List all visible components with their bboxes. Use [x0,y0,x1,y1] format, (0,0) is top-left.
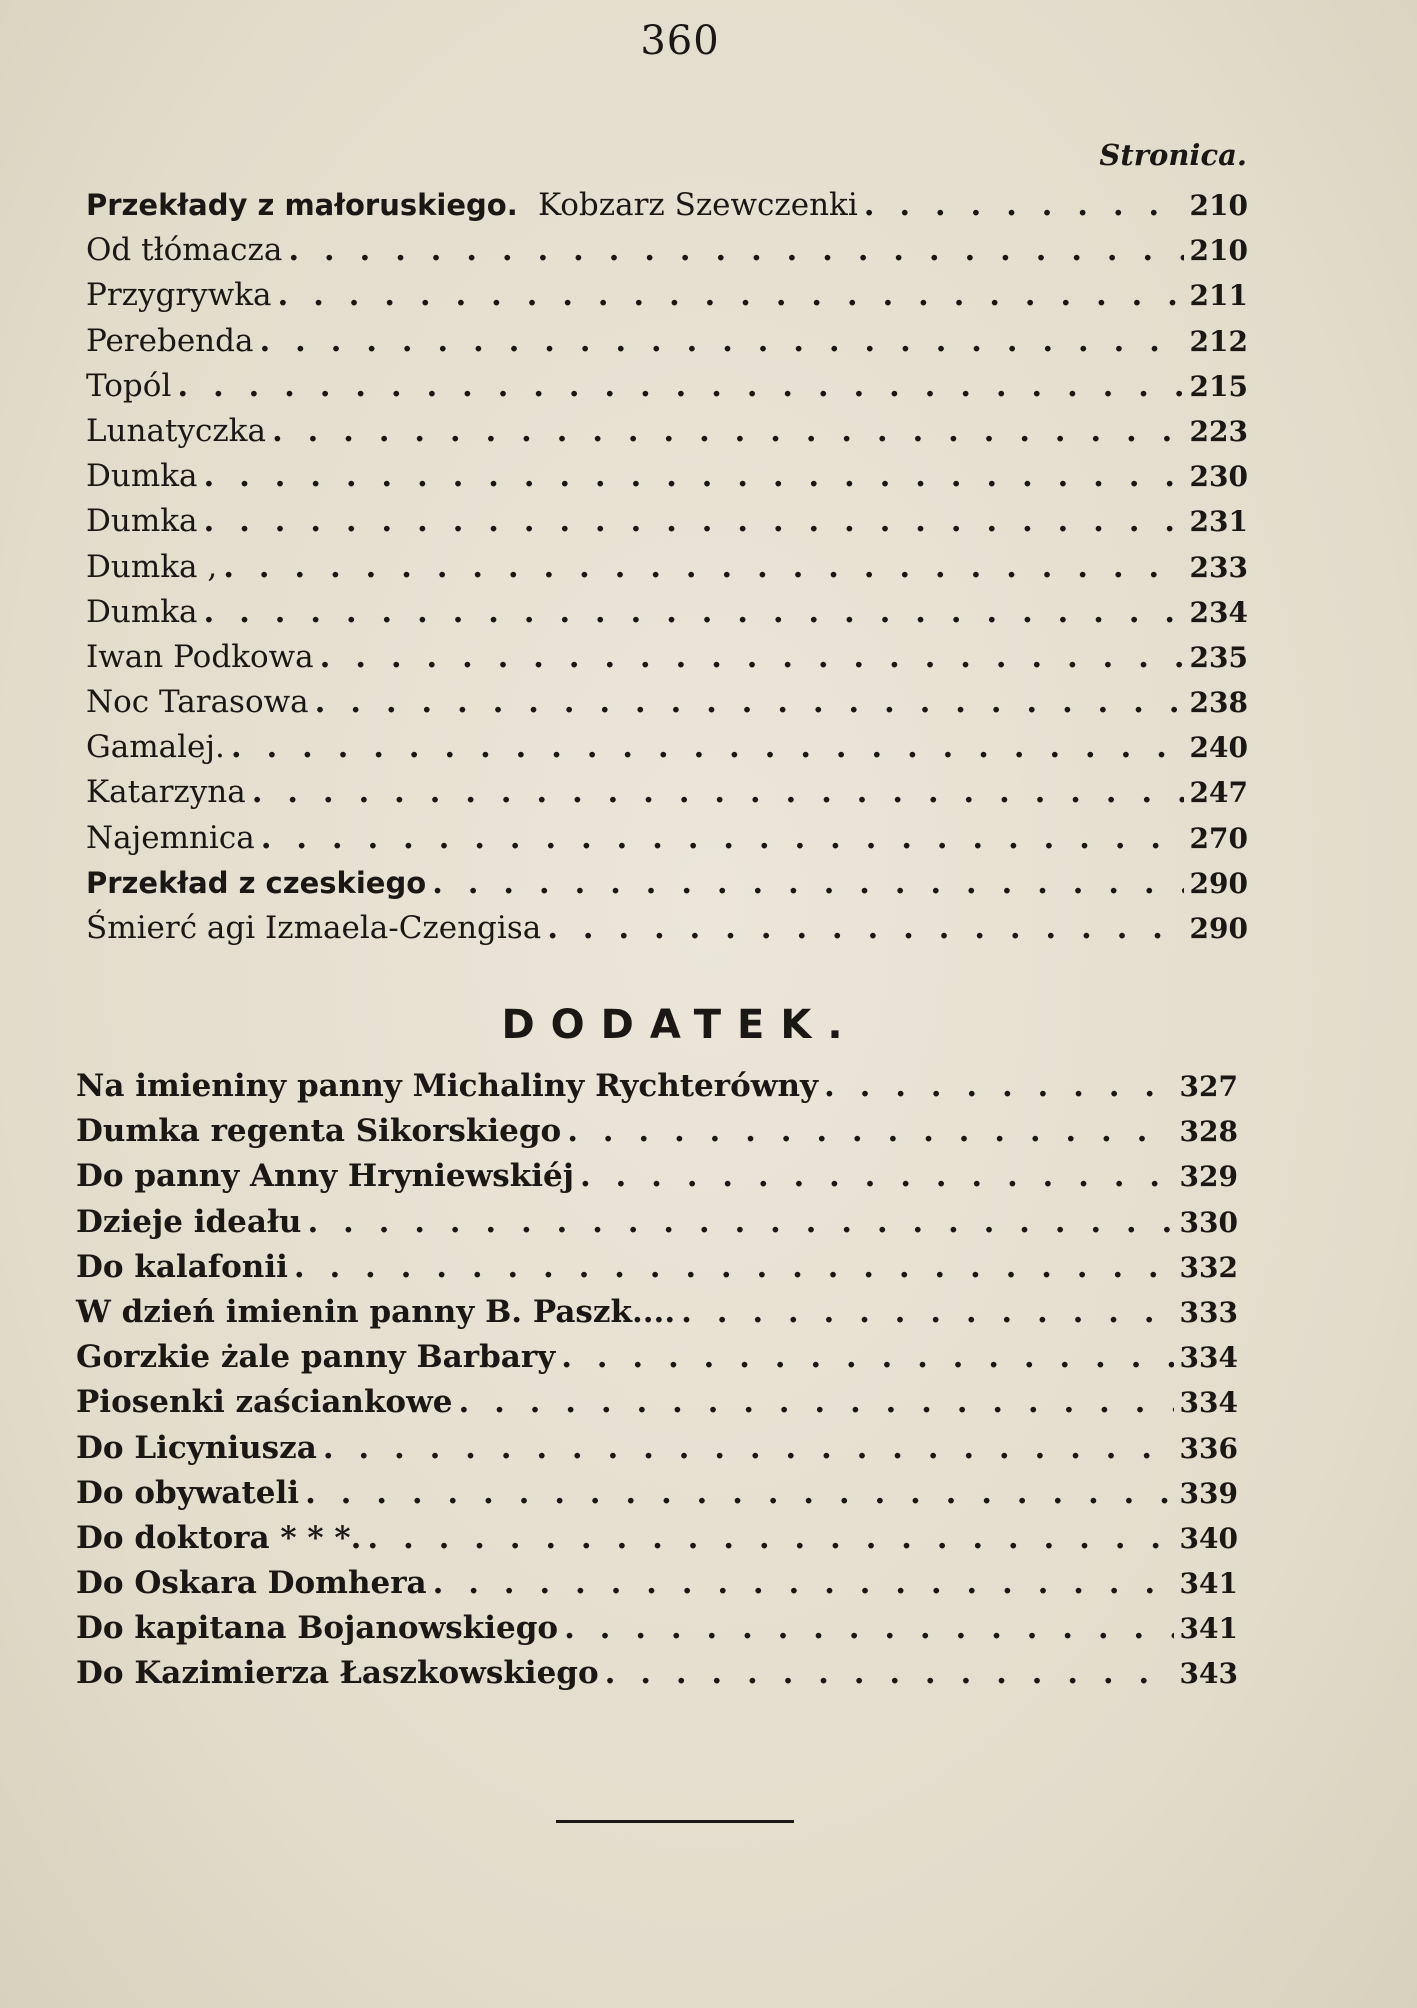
toc-entry-page: 339 [1179,1476,1238,1510]
dot-leader [305,1475,1173,1511]
dot-leader [864,187,1184,223]
toc-entry [86,458,1248,503]
dot-leader [681,1294,1173,1330]
dot-leader [567,1113,1173,1149]
toc-entry [86,277,1248,322]
toc-entry-page: 223 [1189,414,1248,448]
toc-entry-page: 290 [1189,866,1248,900]
toc-entry-title-text: Dumka [86,503,198,540]
toc-entry-title-text: Katarzyna [86,774,246,811]
toc-entry [76,1520,1238,1565]
toc-entry-page: 330 [1179,1205,1238,1239]
toc-entry-page: 240 [1189,731,1248,765]
toc-entry-title-text: Dumka [86,458,198,495]
toc-entry-title-text: Dumka , [86,548,218,585]
dot-leader [177,368,1183,404]
dot-leader [203,458,1183,494]
toc-entry-title [76,1068,818,1104]
dot-leader [605,1655,1174,1691]
toc-entry-title-text: Lunatyczka [86,412,266,449]
toc-entry-title [86,910,541,946]
toc-entry [76,1068,1238,1113]
dot-leader [320,639,1184,675]
table-of-contents-main [86,187,1248,955]
toc-entry-title [76,1294,675,1330]
dot-leader [564,1610,1173,1646]
toc-entry [76,1113,1238,1158]
dot-leader [824,1068,1174,1104]
dot-leader [432,865,1183,901]
toc-entry-title [86,639,314,675]
toc-entry [86,549,1248,594]
toc-entry-page: 336 [1179,1431,1238,1465]
toc-entry-page: 334 [1179,1386,1238,1420]
page-number: 360 [640,18,720,64]
toc-entry [76,1430,1238,1475]
toc-entry-title [86,549,217,585]
toc-entry [86,232,1248,277]
dot-leader [367,1520,1173,1556]
toc-entry-title-text: Noc Tarasowa [86,684,309,721]
toc-entry-title [86,774,246,810]
toc-entry-title [86,594,197,630]
dot-leader [231,729,1184,765]
toc-entry-page: 340 [1179,1521,1238,1555]
toc-entry-title-text: Do panny Anny Hryniewskiéj [76,1158,574,1195]
toc-entry [76,1158,1238,1203]
dot-leader [433,1565,1174,1601]
toc-entry-title [76,1158,574,1194]
toc-entry-page: 210 [1189,189,1248,222]
toc-entry [76,1610,1238,1655]
toc-entry [86,503,1248,548]
end-rule [556,1820,794,1823]
toc-entry-page: 332 [1179,1250,1238,1284]
toc-entry-title [86,458,197,494]
dot-leader [288,232,1183,268]
toc-entry-page: 230 [1189,460,1248,494]
toc-entry-title [86,277,272,313]
toc-entry-title-text: Piosenki zaściankowe [76,1384,453,1421]
dot-leader [459,1384,1174,1420]
toc-entry-title-text: Do Kazimierza Łaszkowskiego [76,1655,599,1692]
toc-entry-title [86,503,197,539]
toc-entry-subtitle: Kobzarz Szewczenki [537,187,858,223]
toc-entry-title-text: Gorzkie żale panny Barbary [76,1339,556,1376]
toc-entry [76,1204,1238,1249]
toc-entry-title-text: Dumka [86,593,198,630]
toc-entry-page: 343 [1179,1657,1238,1691]
toc-entry-page: 212 [1189,324,1248,358]
toc-entry-page: 231 [1189,505,1248,539]
toc-entry-page: 234 [1189,595,1248,629]
toc-entry-title [76,1430,317,1466]
toc-entry [86,729,1248,774]
toc-entry-page: 334 [1179,1341,1238,1375]
toc-entry-title-text: Na imieniny panny Michaliny Rychterówny [76,1068,819,1104]
toc-entry-title-text: Do obywateli [76,1474,300,1511]
dot-leader [272,413,1184,449]
table-of-contents-appendix [76,1068,1238,1701]
toc-entry-title-text: Śmierć agi Izmaela-Czengisa [86,910,542,946]
toc-entry-page: 329 [1179,1160,1238,1194]
toc-entry-title [76,1204,301,1240]
toc-entry-title-text: Przygrywka [86,277,272,314]
toc-entry-title-text: Dumka regenta Sikorskiego [76,1113,562,1150]
toc-entry [86,865,1248,910]
dot-leader [203,503,1183,539]
toc-entry [76,1475,1238,1520]
toc-entry-page: 333 [1179,1295,1238,1329]
toc-entry-title [86,729,225,765]
toc-entry-title-text: Do kalafonii [76,1248,288,1285]
toc-entry-title [76,1565,427,1601]
toc-entry [76,1339,1238,1384]
toc-entry-title-text: Do doktora * * *. [76,1519,362,1556]
toc-entry-page: 341 [1179,1612,1238,1646]
section-heading-dodatek: DODATEK. [501,1002,859,1048]
dot-leader [203,594,1183,630]
toc-entry [76,1294,1238,1339]
toc-entry-title-text: Dzieje ideału [76,1203,302,1240]
toc-entry-title [76,1339,555,1375]
dot-leader [261,820,1184,856]
toc-entry-title-text: Najemnica [86,819,255,856]
toc-entry-title [76,1249,288,1285]
toc-entry [76,1249,1238,1294]
toc-entry-page: 247 [1189,776,1248,810]
toc-entry [86,594,1248,639]
toc-entry-page: 233 [1189,550,1248,584]
toc-entry-page: 235 [1189,640,1248,674]
dot-leader [307,1204,1173,1240]
toc-entry-title-text: W dzień imienin panny B. Paszk.... [76,1293,676,1330]
toc-entry-page: 270 [1189,821,1248,855]
dot-leader [561,1339,1173,1375]
toc-entry-title-text: Perebenda [86,322,254,359]
toc-entry-title-text: Iwan Podkowa [86,638,314,675]
toc-entry-page: 211 [1189,279,1248,313]
toc-entry-title [86,820,255,856]
toc-entry [86,323,1248,368]
toc-entry-title-text: Do Licyniusza [76,1429,317,1466]
toc-entry-title [86,684,309,720]
toc-entry [76,1384,1238,1429]
toc-entry [86,684,1248,729]
page-column-header: Stronica. [1099,138,1247,172]
toc-entry-page: 215 [1189,369,1248,403]
toc-entry-title [86,866,426,900]
toc-entry-title-text: Przekłady z małoruskiego. [86,188,518,222]
toc-entry-title-text: Gamalej. [86,729,225,766]
dot-leader [278,277,1184,313]
dot-leader [252,774,1184,810]
toc-entry-title-text: Od tłómacza [86,232,283,269]
dot-leader [323,1430,1174,1466]
toc-entry [86,368,1248,413]
dot-leader [259,323,1183,359]
toc-entry [86,413,1248,458]
toc-entry-page: 327 [1179,1070,1238,1103]
toc-entry [86,774,1248,819]
toc-entry-page: 328 [1179,1115,1238,1149]
dot-leader [580,1158,1174,1194]
toc-entry-title-text: Topól [86,367,172,404]
toc-entry-page: 341 [1179,1567,1238,1601]
toc-entry [86,910,1248,955]
toc-entry-page: 210 [1189,234,1248,268]
toc-entry-title [76,1520,361,1556]
dot-leader [315,684,1184,720]
toc-entry [86,639,1248,684]
toc-entry-title [76,1655,599,1691]
toc-entry-title [76,1113,561,1149]
toc-entry-title [86,413,266,449]
toc-entry-title [76,1475,299,1511]
toc-entry [86,187,1248,232]
toc-entry-page: 290 [1189,912,1248,945]
toc-entry-page: 238 [1189,686,1248,720]
toc-entry-title-text: Przekład z czeskiego [86,865,427,900]
toc-entry-title [86,232,282,268]
dot-leader [294,1249,1174,1285]
toc-entry [76,1655,1238,1700]
toc-entry-title [76,1384,453,1420]
toc-entry-title-text: Do kapitana Bojanowskiego [76,1610,559,1647]
toc-entry [76,1565,1238,1610]
toc-entry-title [76,1610,558,1646]
toc-entry-title [86,368,171,404]
toc-entry-title [86,323,253,359]
dot-leader [547,910,1183,946]
dot-leader [223,549,1183,585]
toc-entry [86,820,1248,865]
toc-entry-title-text: Do Oskara Domhera [76,1565,427,1602]
toc-entry-title [86,187,858,223]
